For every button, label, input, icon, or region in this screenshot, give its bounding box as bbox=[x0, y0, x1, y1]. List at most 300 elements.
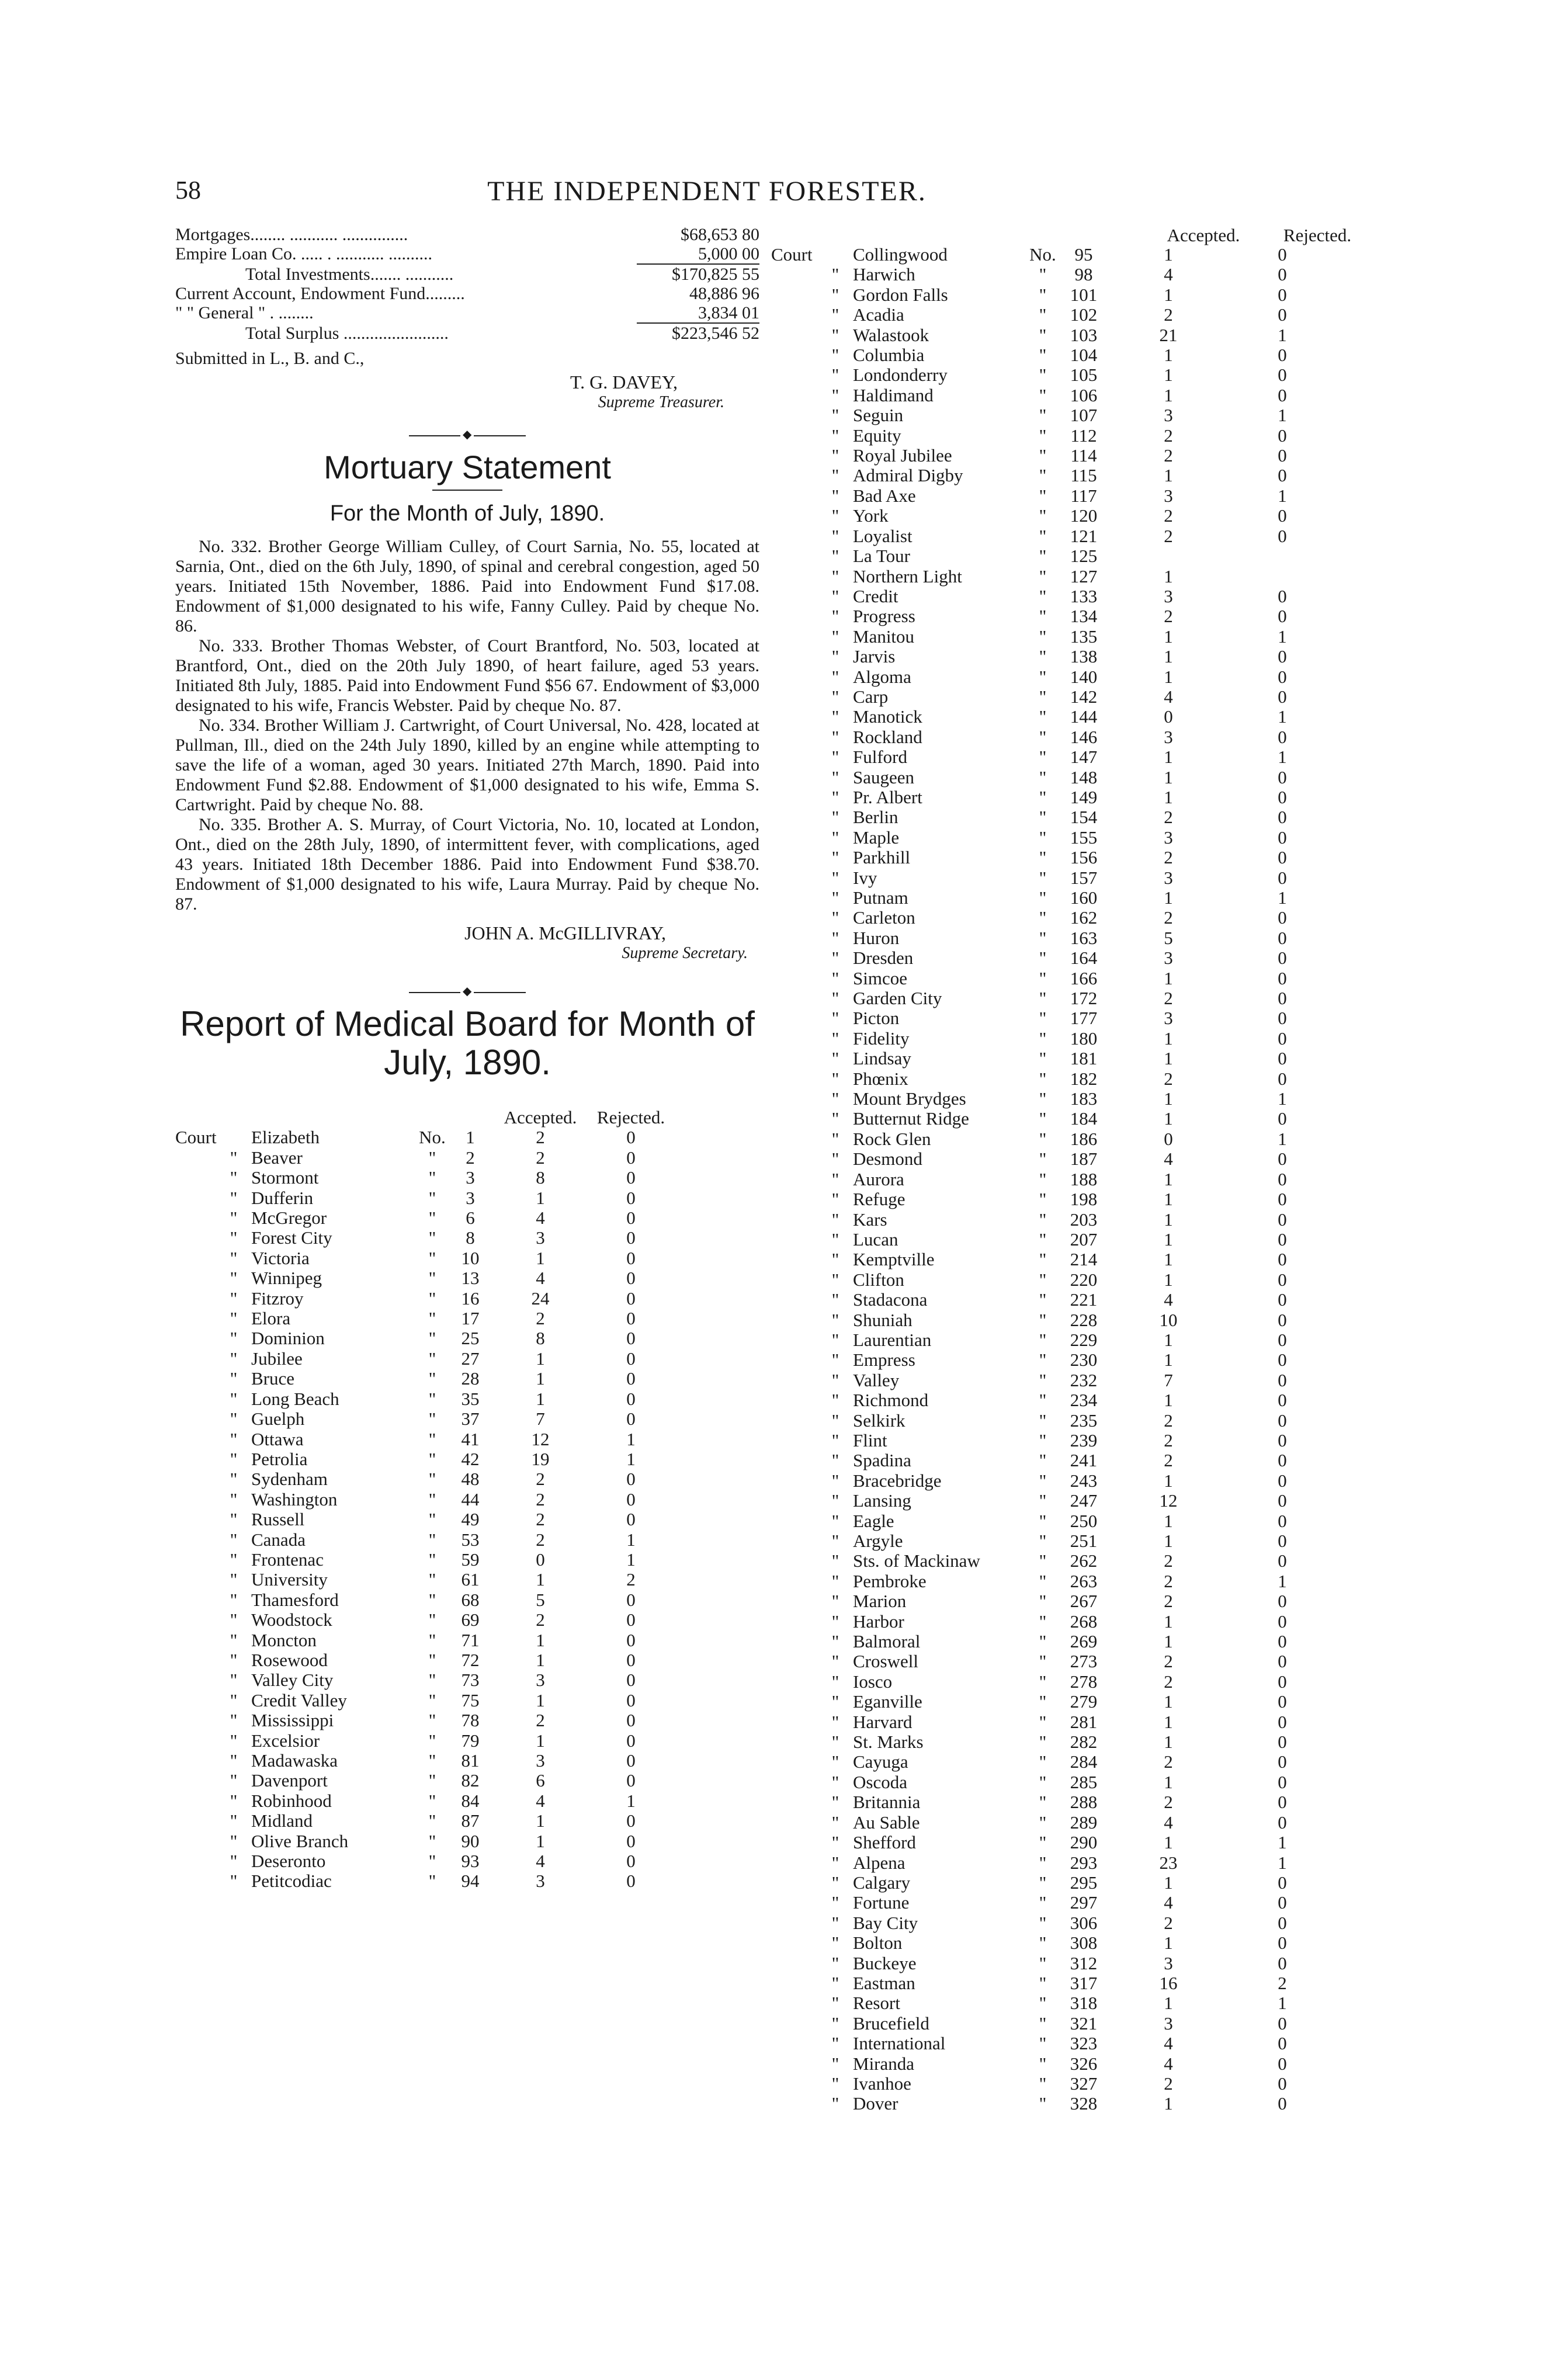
ditto-mark: " bbox=[230, 1589, 238, 1610]
ditto-mark: " bbox=[428, 1368, 436, 1389]
table-row bbox=[771, 526, 1373, 546]
rejected-count: 0 bbox=[626, 1609, 636, 1630]
table-row bbox=[175, 1630, 759, 1650]
court-number: 1 bbox=[466, 1127, 475, 1148]
ditto-mark: " bbox=[1039, 1249, 1047, 1270]
court-number: 327 bbox=[1070, 2073, 1098, 2094]
title-rule bbox=[432, 490, 502, 491]
court-label bbox=[771, 1129, 818, 1149]
section-divider bbox=[409, 992, 526, 993]
ditto-mark: " bbox=[230, 1227, 238, 1248]
court-number: 59 bbox=[461, 1549, 480, 1570]
ditto-mark: " bbox=[1039, 1812, 1047, 1833]
court-label bbox=[771, 365, 818, 385]
rejected-count: 0 bbox=[1278, 988, 1287, 1009]
accepted-count: 1 bbox=[1164, 1028, 1173, 1049]
accepted-count: 1 bbox=[536, 1649, 545, 1670]
court-name: Valley bbox=[853, 1370, 900, 1390]
court-label bbox=[771, 587, 818, 606]
accepted-count: 2 bbox=[1164, 847, 1173, 868]
court-name: Fortune bbox=[853, 1893, 910, 1913]
rejected-count: 0 bbox=[626, 1127, 636, 1148]
court-label bbox=[771, 1712, 818, 1732]
table-row bbox=[771, 285, 1373, 305]
court-label bbox=[771, 2074, 818, 2094]
court-name: Bolton bbox=[853, 1933, 903, 1954]
accepted-count: 4 bbox=[1164, 1289, 1173, 1310]
ditto-mark: " bbox=[1039, 867, 1047, 888]
ditto-mark: " bbox=[831, 505, 839, 526]
court-name: Valley City bbox=[251, 1670, 334, 1691]
court-label bbox=[771, 1591, 818, 1611]
ditto-mark: " bbox=[1039, 666, 1047, 687]
financial-label: Total Surplus ........................ bbox=[245, 324, 449, 343]
court-number: 135 bbox=[1070, 626, 1098, 647]
court-name: Credit Valley bbox=[251, 1690, 347, 1711]
accepted-count: 3 bbox=[1164, 1952, 1173, 1973]
ditto-mark: " bbox=[1039, 1450, 1047, 1471]
court-label bbox=[771, 969, 818, 988]
ditto-mark: " bbox=[1039, 384, 1047, 405]
rejected-count: 0 bbox=[1278, 1269, 1287, 1290]
ditto-mark: " bbox=[1039, 606, 1047, 627]
court-label bbox=[771, 1411, 818, 1431]
court-label bbox=[771, 1672, 818, 1692]
court-label bbox=[175, 1570, 216, 1590]
ditto-mark: " bbox=[831, 264, 839, 285]
accepted-count: 1 bbox=[1164, 1732, 1173, 1753]
court-name: Britannia bbox=[853, 1792, 921, 1813]
rejected-count: 0 bbox=[626, 1187, 636, 1208]
court-name: Bay City bbox=[853, 1913, 918, 1933]
table-row bbox=[771, 1511, 1373, 1531]
table-row bbox=[771, 1270, 1373, 1290]
table-row bbox=[771, 1310, 1373, 1330]
court-name: Empress bbox=[853, 1350, 915, 1371]
court-number: 3 bbox=[466, 1167, 475, 1188]
accepted-count: 12 bbox=[1159, 1490, 1178, 1511]
court-number: 102 bbox=[1070, 304, 1098, 325]
table-row bbox=[175, 1168, 759, 1188]
ditto-mark: " bbox=[1039, 1792, 1047, 1813]
ditto-mark: " bbox=[230, 1790, 238, 1811]
court-label bbox=[175, 1469, 216, 1489]
ditto-mark: " bbox=[1039, 585, 1047, 606]
ditto-mark: " bbox=[831, 345, 839, 366]
ditto-mark: " bbox=[230, 1368, 238, 1389]
court-label bbox=[771, 1451, 818, 1470]
table-row bbox=[175, 1449, 759, 1469]
accepted-count: 2 bbox=[536, 1147, 545, 1168]
accepted-count: 4 bbox=[1164, 1149, 1173, 1170]
court-label bbox=[175, 1610, 216, 1630]
ditto-mark: " bbox=[1039, 807, 1047, 828]
rejected-count: 0 bbox=[1278, 1912, 1287, 1933]
ditto-mark: " bbox=[1039, 1008, 1047, 1029]
accepted-count: 1 bbox=[1164, 1832, 1173, 1853]
court-label: Court bbox=[771, 244, 813, 265]
court-name: Saugeen bbox=[853, 767, 915, 787]
accepted-count: 16 bbox=[1159, 1972, 1178, 1993]
court-name: Argyle bbox=[853, 1531, 903, 1551]
accepted-count: 2 bbox=[1164, 505, 1173, 526]
rejected-count: 2 bbox=[626, 1569, 636, 1590]
court-label bbox=[771, 1933, 818, 1953]
court-label bbox=[771, 1431, 818, 1451]
court-number: 228 bbox=[1070, 1309, 1098, 1330]
ditto-mark: " bbox=[831, 766, 839, 787]
court-number: 182 bbox=[1070, 1068, 1098, 1089]
ditto-mark: " bbox=[831, 1711, 839, 1732]
court-number: 125 bbox=[1070, 546, 1098, 567]
court-label bbox=[771, 285, 818, 305]
ditto-mark: " bbox=[1039, 1631, 1047, 1652]
table-row bbox=[175, 1208, 759, 1228]
court-name: Mississippi bbox=[251, 1711, 334, 1731]
court-label bbox=[771, 446, 818, 466]
ditto-mark: " bbox=[831, 2053, 839, 2074]
ditto-mark: " bbox=[1039, 927, 1047, 948]
accepted-count: 12 bbox=[531, 1428, 550, 1449]
court-label bbox=[771, 1089, 818, 1109]
table-row bbox=[771, 265, 1373, 285]
court-name: Guelph bbox=[251, 1409, 305, 1430]
court-name: Flint bbox=[853, 1430, 887, 1451]
accepted-count: 2 bbox=[536, 1529, 545, 1550]
ditto-mark: " bbox=[428, 1388, 436, 1409]
table-row bbox=[175, 1510, 759, 1529]
rejected-count: 0 bbox=[626, 1750, 636, 1771]
accepted-count: 2 bbox=[1164, 606, 1173, 627]
court-label bbox=[771, 707, 818, 727]
court-number: 69 bbox=[461, 1609, 480, 1630]
table-row bbox=[771, 1531, 1373, 1551]
court-name: Harbor bbox=[853, 1611, 904, 1632]
ditto-mark: " bbox=[1039, 425, 1047, 446]
ditto-mark: " bbox=[831, 1128, 839, 1149]
treasurer-signature: T. G. DAVEY, bbox=[570, 372, 678, 393]
ditto-mark: " bbox=[428, 1770, 436, 1791]
no-label: No. bbox=[419, 1127, 446, 1148]
ditto-mark: " bbox=[230, 1448, 238, 1469]
court-name: Petitcodiac bbox=[251, 1871, 332, 1892]
court-name: Northern Light bbox=[853, 566, 962, 587]
court-number: 263 bbox=[1070, 1570, 1098, 1591]
court-label bbox=[771, 828, 818, 848]
court-name: Picton bbox=[853, 1008, 900, 1029]
ditto-mark: " bbox=[1039, 1531, 1047, 1551]
accepted-count: 2 bbox=[1164, 988, 1173, 1009]
rejected-count: 1 bbox=[1278, 1832, 1287, 1853]
court-name: Huron bbox=[853, 928, 900, 948]
rejected-count: 0 bbox=[1278, 1168, 1287, 1189]
court-number: 162 bbox=[1070, 907, 1098, 928]
ditto-mark: " bbox=[1039, 2093, 1047, 2114]
ditto-mark: " bbox=[1039, 284, 1047, 305]
rejected-count: 0 bbox=[1278, 666, 1287, 687]
rejected-count: 0 bbox=[1278, 726, 1287, 747]
ditto-mark: " bbox=[1039, 1570, 1047, 1591]
table-row bbox=[771, 627, 1373, 647]
ditto-mark: " bbox=[1039, 1269, 1047, 1290]
rejected-count: 0 bbox=[626, 1167, 636, 1188]
court-name: Credit bbox=[853, 586, 898, 606]
ditto-mark: " bbox=[230, 1388, 238, 1409]
table-row bbox=[771, 687, 1373, 707]
court-name: Richmond bbox=[853, 1390, 929, 1411]
court-name: Elizabeth bbox=[251, 1127, 320, 1148]
court-name: Excelsior bbox=[251, 1730, 320, 1751]
court-label bbox=[771, 988, 818, 1008]
court-number: 183 bbox=[1070, 1088, 1098, 1109]
table-row bbox=[175, 1570, 759, 1590]
court-label bbox=[771, 1853, 818, 1873]
accepted-count: 2 bbox=[1164, 1570, 1173, 1591]
rejected-count: 0 bbox=[626, 1810, 636, 1831]
rejected-count: 0 bbox=[626, 1469, 636, 1490]
court-name: Rockland bbox=[853, 727, 922, 747]
court-number: 48 bbox=[461, 1469, 480, 1490]
court-number: 79 bbox=[461, 1730, 480, 1751]
table-row bbox=[175, 1248, 759, 1268]
table-header bbox=[175, 1108, 759, 1127]
rejected-count: 1 bbox=[1278, 405, 1287, 426]
rejected-count: 0 bbox=[1278, 907, 1287, 928]
ditto-mark: " bbox=[831, 1912, 839, 1933]
court-label bbox=[175, 1731, 216, 1751]
ditto-mark: " bbox=[428, 1227, 436, 1248]
table-row bbox=[771, 1853, 1373, 1873]
court-number: 306 bbox=[1070, 1912, 1098, 1933]
ditto-mark: " bbox=[428, 1689, 436, 1711]
ditto-mark: " bbox=[831, 646, 839, 667]
court-label bbox=[175, 1228, 216, 1248]
ditto-mark: " bbox=[1039, 1892, 1047, 1913]
table-row bbox=[771, 707, 1373, 727]
ditto-mark: " bbox=[831, 1631, 839, 1652]
ditto-mark: " bbox=[831, 726, 839, 747]
rejected-count: 0 bbox=[1278, 1048, 1287, 1069]
court-label bbox=[771, 1330, 818, 1350]
ditto-mark: " bbox=[1039, 1229, 1047, 1250]
rejected-count: 0 bbox=[1278, 284, 1287, 305]
ditto-mark: " bbox=[831, 1611, 839, 1632]
ditto-mark: " bbox=[230, 1247, 238, 1268]
rejected-count: 0 bbox=[1278, 304, 1287, 325]
court-label bbox=[771, 426, 818, 446]
table-row bbox=[771, 727, 1373, 747]
table-row bbox=[175, 1409, 759, 1429]
table-row bbox=[771, 888, 1373, 908]
accepted-count: 6 bbox=[536, 1770, 545, 1791]
court-label bbox=[771, 868, 818, 888]
accepted-count: 2 bbox=[1164, 2073, 1173, 2094]
rejected-count: 0 bbox=[1278, 384, 1287, 405]
ditto-mark: " bbox=[1039, 365, 1047, 386]
court-name: Bad Axe bbox=[853, 485, 916, 506]
table-row bbox=[771, 1189, 1373, 1209]
accepted-count: 1 bbox=[536, 1810, 545, 1831]
court-number: 229 bbox=[1070, 1329, 1098, 1350]
table-row bbox=[771, 405, 1373, 425]
court-label bbox=[771, 1833, 818, 1852]
court-number: 44 bbox=[461, 1489, 480, 1510]
court-label bbox=[175, 1510, 216, 1529]
court-number: 269 bbox=[1070, 1631, 1098, 1652]
rejected-count: 0 bbox=[1278, 1470, 1287, 1491]
ditto-mark: " bbox=[230, 1348, 238, 1369]
table-row bbox=[175, 1831, 759, 1851]
ditto-mark: " bbox=[831, 2073, 839, 2094]
accepted-count: 1 bbox=[1164, 1168, 1173, 1189]
rejected-count: 0 bbox=[626, 1328, 636, 1349]
table-row bbox=[771, 1230, 1373, 1250]
court-number: 61 bbox=[461, 1569, 480, 1590]
rejected-count: 0 bbox=[1278, 1771, 1287, 1792]
table-header bbox=[771, 225, 1373, 245]
court-number: 312 bbox=[1070, 1952, 1098, 1973]
ditto-mark: " bbox=[831, 384, 839, 405]
court-number: 207 bbox=[1070, 1229, 1098, 1250]
court-name: Moncton bbox=[251, 1630, 317, 1650]
court-name: Midland bbox=[251, 1811, 313, 1831]
rejected-count: 0 bbox=[1278, 1531, 1287, 1551]
court-label bbox=[771, 1993, 818, 2013]
ditto-mark: " bbox=[1039, 465, 1047, 486]
court-name: Simcoe bbox=[853, 968, 907, 988]
rejected-count: 0 bbox=[1278, 1952, 1287, 1973]
ditto-mark: " bbox=[230, 1147, 238, 1168]
table-row bbox=[771, 1833, 1373, 1852]
ditto-mark: " bbox=[831, 1108, 839, 1129]
court-name: Manitou bbox=[853, 626, 915, 647]
court-number: 73 bbox=[461, 1670, 480, 1691]
ditto-mark: " bbox=[831, 1410, 839, 1431]
court-number: 95 bbox=[1074, 244, 1093, 265]
ditto-mark: " bbox=[1039, 1933, 1047, 1954]
ditto-mark: " bbox=[1039, 1068, 1047, 1089]
rejected-count: 0 bbox=[1278, 1329, 1287, 1350]
court-label bbox=[771, 1008, 818, 1028]
court-name: Ottawa bbox=[251, 1429, 304, 1449]
court-number: 17 bbox=[461, 1308, 480, 1329]
ditto-mark: " bbox=[230, 1328, 238, 1349]
court-name: Woodstock bbox=[251, 1610, 332, 1630]
ditto-mark: " bbox=[1039, 345, 1047, 366]
medical-board-title: Report of Medical Board for Month of July, 1890. bbox=[180, 1004, 755, 1082]
accepted-count: 8 bbox=[536, 1328, 545, 1349]
accepted-count: 1 bbox=[1164, 1631, 1173, 1652]
court-name: Sydenham bbox=[251, 1469, 328, 1490]
table-row bbox=[771, 506, 1373, 526]
accepted-count: 2 bbox=[1164, 1410, 1173, 1431]
court-number: 78 bbox=[461, 1710, 480, 1731]
accepted-count: 3 bbox=[1164, 867, 1173, 888]
rejected-count: 0 bbox=[1278, 1229, 1287, 1250]
court-number: 71 bbox=[461, 1629, 480, 1650]
court-number: 164 bbox=[1070, 948, 1098, 969]
table-row bbox=[771, 1752, 1373, 1772]
ditto-mark: " bbox=[1039, 445, 1047, 466]
court-number: 308 bbox=[1070, 1933, 1098, 1954]
table-row bbox=[175, 1731, 759, 1751]
financial-line bbox=[175, 284, 759, 303]
court-label bbox=[771, 1189, 818, 1209]
court-name: Columbia bbox=[853, 345, 925, 366]
ditto-mark: " bbox=[428, 1851, 436, 1872]
court-label bbox=[771, 1511, 818, 1531]
secretary-title: Supreme Secretary. bbox=[622, 944, 748, 962]
court-number: 180 bbox=[1070, 1028, 1098, 1049]
ditto-mark: " bbox=[831, 1933, 839, 1954]
court-number: 68 bbox=[461, 1589, 480, 1610]
court-label bbox=[771, 526, 818, 546]
ditto-mark: " bbox=[1039, 1872, 1047, 1893]
table-row bbox=[175, 1349, 759, 1369]
court-number: 281 bbox=[1070, 1711, 1098, 1732]
financial-label: Empire Loan Co. ..... . ........... .......... bbox=[175, 244, 432, 263]
rejected-count: 0 bbox=[1278, 1450, 1287, 1471]
accepted-count: 2 bbox=[1164, 1671, 1173, 1692]
court-label bbox=[771, 1371, 818, 1390]
ditto-mark: " bbox=[831, 365, 839, 386]
court-name: Forest City bbox=[251, 1228, 332, 1248]
court-name: Iosco bbox=[853, 1671, 893, 1692]
table-row bbox=[771, 466, 1373, 485]
table-row bbox=[771, 1933, 1373, 1953]
ditto-mark: " bbox=[831, 847, 839, 868]
table-row bbox=[175, 1711, 759, 1730]
court-label bbox=[771, 305, 818, 325]
court-number: 82 bbox=[461, 1770, 480, 1791]
court-number: 166 bbox=[1070, 967, 1098, 988]
court-label bbox=[771, 1491, 818, 1511]
court-number: 288 bbox=[1070, 1792, 1098, 1813]
table-row bbox=[771, 305, 1373, 325]
ditto-mark: " bbox=[428, 1448, 436, 1469]
accepted-count: 2 bbox=[1164, 1912, 1173, 1933]
ditto-mark: " bbox=[1039, 626, 1047, 647]
court-name: Alpena bbox=[853, 1852, 905, 1873]
court-label bbox=[771, 1109, 818, 1129]
table-row bbox=[771, 1451, 1373, 1470]
rejected-count: 0 bbox=[626, 1227, 636, 1248]
accepted-count: 4 bbox=[1164, 264, 1173, 285]
rejected-count: 0 bbox=[1278, 1872, 1287, 1893]
court-name: Phœnix bbox=[853, 1068, 908, 1089]
ditto-mark: " bbox=[428, 1348, 436, 1369]
table-row bbox=[771, 667, 1373, 687]
court-name: Pr. Albert bbox=[853, 787, 922, 807]
court-label bbox=[771, 1732, 818, 1752]
accepted-count: 2 bbox=[1164, 1550, 1173, 1571]
court-number: 94 bbox=[461, 1871, 480, 1892]
rejected-count: 0 bbox=[1278, 465, 1287, 486]
rejected-count: 0 bbox=[626, 1670, 636, 1691]
rejected-count: 0 bbox=[1278, 847, 1287, 868]
accepted-count: 1 bbox=[1164, 666, 1173, 687]
table-row bbox=[175, 1289, 759, 1309]
rejected-count: 0 bbox=[1278, 1751, 1287, 1772]
court-number: 144 bbox=[1070, 706, 1098, 727]
ditto-mark: " bbox=[1039, 405, 1047, 426]
accepted-count: 7 bbox=[536, 1408, 545, 1430]
court-name: Cayuga bbox=[853, 1752, 908, 1772]
court-number: 114 bbox=[1070, 445, 1097, 466]
financial-amount: 48,886 96 bbox=[689, 284, 759, 303]
court-label bbox=[175, 1409, 216, 1429]
ditto-mark: " bbox=[230, 1609, 238, 1630]
